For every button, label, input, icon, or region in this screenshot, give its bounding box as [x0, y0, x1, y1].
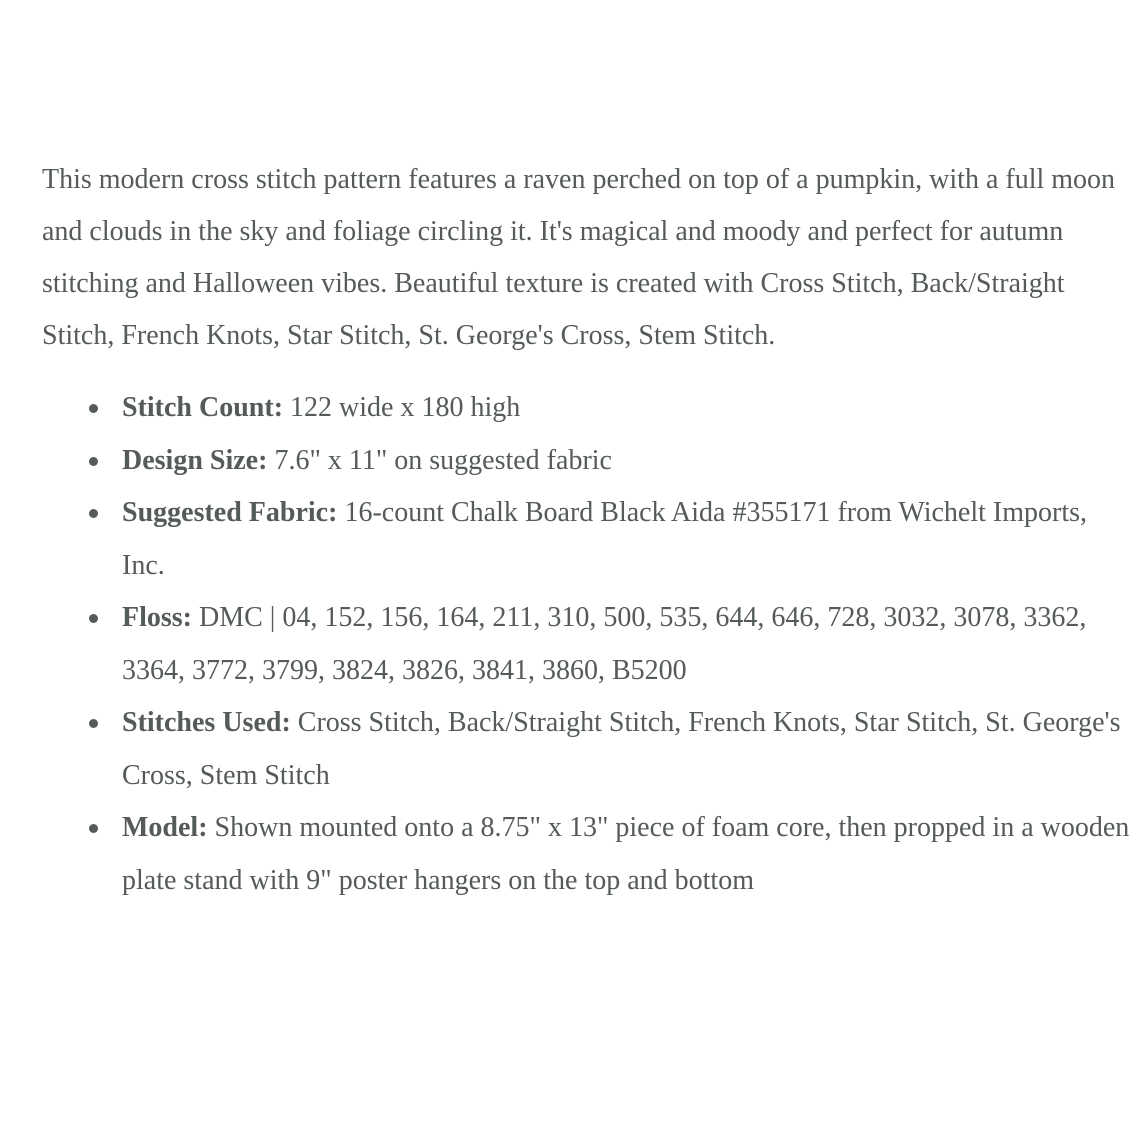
description-paragraph: This modern cross stitch pattern features a raven perched on top of a pumpkin, with a full moon and clouds in the sky and foliage circling it. It's magical and moody and perfect for autumn stitching and Halloween vibes. Beautiful texture is created with Cross Stitch, Back/Straight Stitch, French Knots, Star Stitch, St. George's Cross, Stem Stitch. [42, 164, 1116, 351]
detail-value: DMC | 04, 152, 156, 164, 211, 310, 500, 535, 644, 646, 728, 3032, 3078, 3362, 3364, 3772, 3799, 3824, 3826, 3841, 3860, B5200 [122, 602, 1087, 686]
detail-label: Model: [122, 812, 208, 843]
detail-stitch-count [122, 382, 1132, 435]
detail-stitches-used [122, 697, 1132, 802]
detail-label: Stitches Used: [122, 707, 291, 738]
detail-value: 16-count Chalk Board Black Aida #355171 from Wichelt Imports, Inc. [122, 497, 1087, 581]
detail-floss [122, 592, 1132, 697]
detail-model [122, 802, 1132, 907]
pattern-details-list [42, 382, 1132, 907]
detail-label: Design Size: [122, 444, 268, 476]
detail-label: Suggested Fabric: [122, 497, 338, 528]
detail-value: 122 wide x 180 high [283, 392, 521, 423]
detail-label: Floss: [122, 602, 192, 633]
product-description [42, 154, 1132, 907]
detail-value: Cross Stitch, Back/Straight Stitch, French Knots, Star Stitch, St. George's Cross, Stem Stitch [122, 707, 1121, 791]
detail-value: Shown mounted onto a 8.75" x 13" piece of foam core, then propped in a wooden plate stand with 9" poster hangers on the top and bottom [122, 812, 1130, 896]
detail-label: Stitch Count: [122, 392, 284, 423]
detail-design-size [122, 435, 1132, 488]
detail-suggested-fabric [122, 487, 1132, 592]
detail-value: 7.6" x 11" on suggested fabric [267, 444, 612, 476]
